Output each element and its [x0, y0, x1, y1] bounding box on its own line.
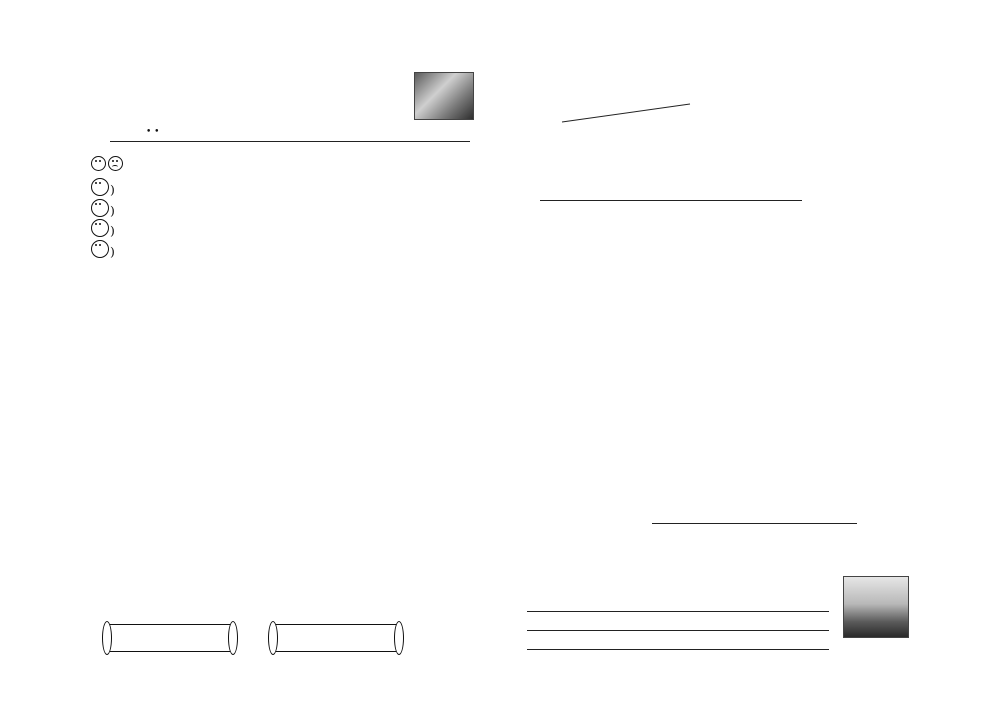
writing-line[interactable]: [527, 630, 829, 631]
sad-face-icon: [108, 156, 123, 171]
spring-photo: [414, 72, 474, 120]
answer-line[interactable]: [540, 200, 802, 201]
s10-item: ): [90, 219, 115, 238]
sort-box-2[interactable]: [272, 624, 400, 652]
writing-line[interactable]: [527, 611, 829, 612]
writing-line[interactable]: [527, 649, 829, 650]
emphasis-dots: • •: [146, 127, 160, 137]
answer-line[interactable]: [110, 141, 470, 142]
s10-title: [90, 156, 124, 173]
sort-box-1[interactable]: [106, 624, 234, 652]
answer-face-icon[interactable]: [91, 178, 109, 196]
answer-face-icon[interactable]: [91, 199, 109, 217]
answer-line[interactable]: [652, 523, 857, 524]
smile-face-icon: [91, 156, 106, 171]
s10-item: ): [90, 240, 115, 259]
s10-item: ): [90, 178, 115, 197]
s10-item: ): [90, 199, 115, 218]
match-line: [540, 100, 710, 126]
answer-face-icon[interactable]: [91, 240, 109, 258]
answer-face-icon[interactable]: [91, 219, 109, 237]
spring-scene-photo: [843, 576, 909, 638]
